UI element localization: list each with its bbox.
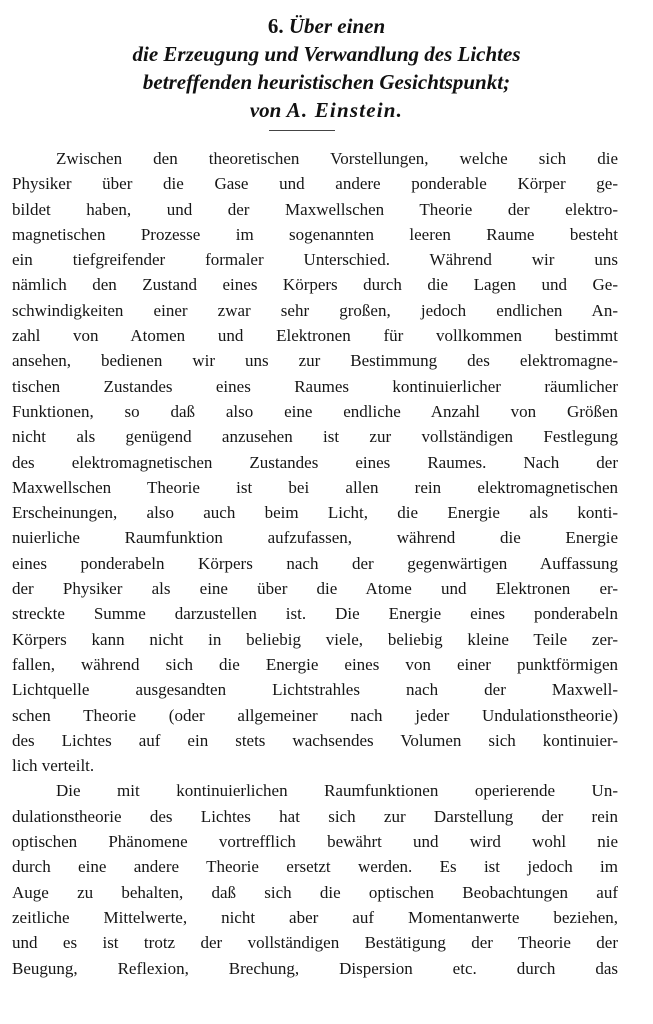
text-line: schwindigkeiten einer zwar sehr großen, jedoch endlichen An- xyxy=(12,300,618,320)
text-line: zeitliche Mittelwerte, nicht aber auf Momentanwerte beziehen, xyxy=(12,907,618,927)
text-line: nicht als genügend anzusehen ist zur vollständigen Festlegung xyxy=(12,427,618,447)
author-name: A. Einstein. xyxy=(286,98,404,122)
title-line-1 xyxy=(0,13,653,39)
text-line: magnetischen Prozesse im sogenannten leeren Raume besteht xyxy=(12,224,618,244)
text-line: Auge zu behalten, daß sich die optischen Beobachtungen auf xyxy=(12,882,618,902)
text-line: bildet haben, und der Maxwellschen Theorie der elektro- xyxy=(12,199,618,219)
text-line: Maxwellschen Theorie ist bei allen rein elektromagnetischen xyxy=(12,477,618,497)
text-line: schen Theorie (oder allgemeiner nach jeder Undulationstheorie) xyxy=(12,705,618,725)
text-line: eines ponderabeln Körpers nach der gegenwärtigen Auffassung xyxy=(12,553,618,573)
author-line xyxy=(0,97,653,123)
text-line: optischen Phänomene vortrefflich bewährt und wird wohl nie xyxy=(12,832,618,852)
text-line: Körpers kann nicht in beliebig viele, beliebig kleine Teile zer- xyxy=(12,629,618,649)
text-line: tischen Zustandes eines Raumes kontinuierlicher räumlicher xyxy=(12,376,618,396)
text-line: Beugung, Reflexion, Brechung, Dispersion etc. durch das xyxy=(12,958,618,978)
text-line: des elektromagnetischen Zustandes eines Raumes. Nach der xyxy=(12,452,618,472)
title-text-line-1: Über einen xyxy=(288,14,386,38)
title-line-2: die Erzeugung und Verwandlung des Lichtes xyxy=(132,42,521,66)
text-line: lich verteilt. xyxy=(12,756,95,776)
text-line: zahl von Atomen und Elektronen für vollkommen bestimmt xyxy=(12,326,618,346)
paragraph-2 xyxy=(12,778,618,980)
text-line: ansehen, bedienen wir uns zur Bestimmung des elektromagne- xyxy=(12,351,618,371)
text-line: Lichtquelle ausgesandten Lichtstrahles nach der Maxwell- xyxy=(12,680,618,700)
text-line: durch eine andere Theorie ersetzt werden. Es ist jedoch im xyxy=(12,857,618,877)
text-line: und es ist trotz der vollständigen Bestätigung der Theorie der xyxy=(12,933,618,953)
text-line: Zwischen den theoretischen Vorstellungen, welche sich die xyxy=(56,149,618,168)
text-line: ein tiefgreifender formaler Unterschied. Während wir uns xyxy=(12,250,618,270)
title-separator-rule xyxy=(269,130,335,131)
text-line: fallen, während sich die Energie eines von einer punktförmigen xyxy=(12,654,618,674)
text-line: Erscheinungen, also auch beim Licht, die Energie als konti- xyxy=(12,503,618,523)
author-prefix: von xyxy=(249,98,282,122)
text-line: nämlich den Zustand eines Körpers durch die Lagen und Ge- xyxy=(12,275,618,295)
title-line-3: betreffenden heuristischen Gesichtspunkt; xyxy=(142,70,511,94)
section-number: 6. xyxy=(267,14,284,38)
text-line: Physiker über die Gase und andere ponderable Körper ge- xyxy=(12,174,618,194)
text-line: Funktionen, so daß also eine endliche Anzahl von Größen xyxy=(12,401,618,421)
text-line: dulationstheorie des Lichtes hat sich zur Darstellung der rein xyxy=(12,806,618,826)
text-line: des Lichtes auf ein stets wachsendes Volumen sich kontinuier- xyxy=(12,730,618,750)
text-line: Die mit kontinuierlichen Raumfunktionen operierende Un- xyxy=(56,781,618,801)
body-text xyxy=(12,146,618,981)
text-line: streckte Summe darzustellen ist. Die Energie eines ponderabeln xyxy=(12,604,618,624)
paragraph-1 xyxy=(12,146,618,778)
text-line: nuierliche Raumfunktion aufzufassen, während die Energie xyxy=(12,528,618,548)
text-line: der Physiker als eine über die Atome und Elektronen er- xyxy=(12,579,618,599)
